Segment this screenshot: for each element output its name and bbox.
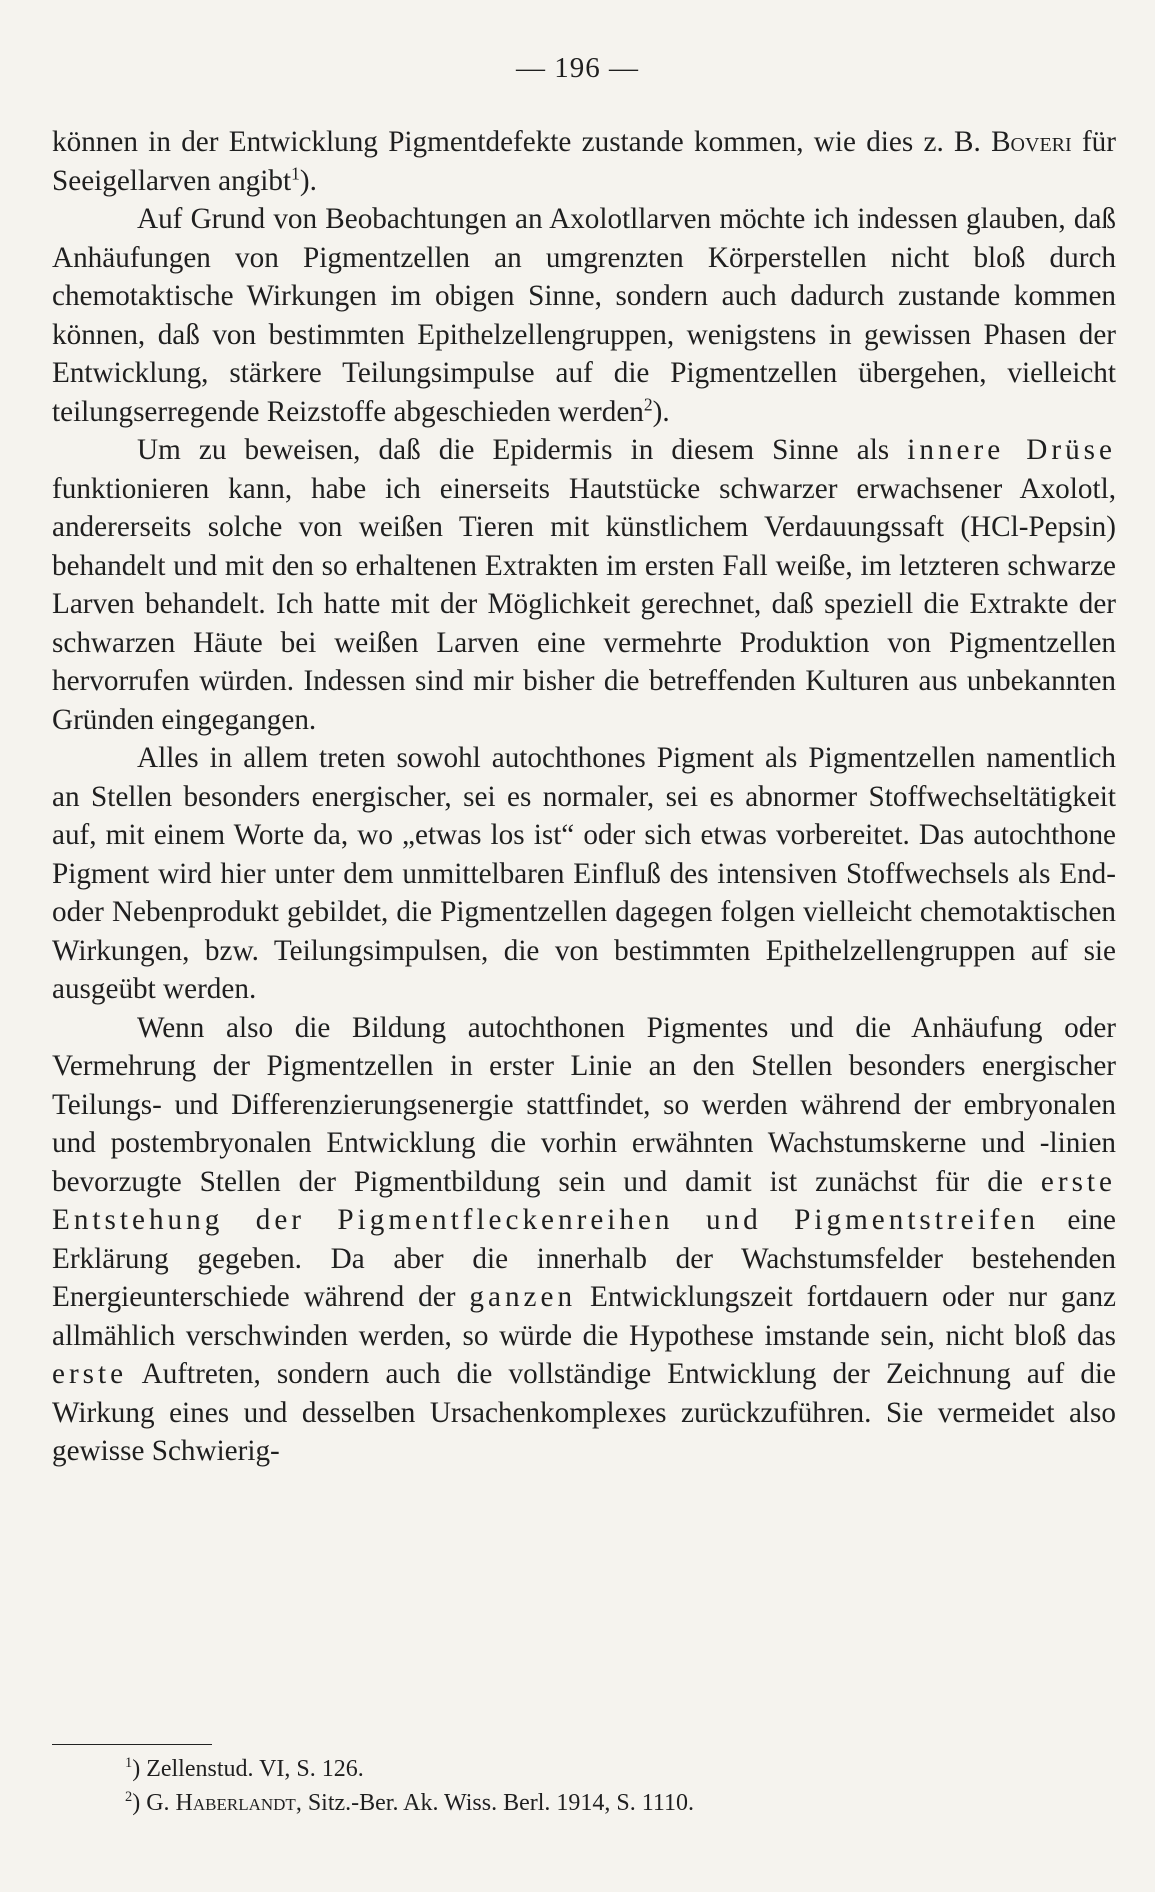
paragraph-1 [52, 123, 1116, 200]
paragraph-3-text: Um zu beweisen, daß die Epidermis in diesem Sinne als [137, 434, 908, 466]
paragraph-3-text-cont: funktionieren kann, habe ich einerseits Hautstücke schwarzer erwachsener Axolotl, andererseits solche von weißen Tieren mit künstlichem Verdauungssaft (HCl-Pepsin) behandelt und mit den so erhaltenen Extrakten im ersten Fall weiße, im letzteren schwarze Larven behandelt. Ich hatte mit der Möglichkeit gerechnet, daß speziell die Extrakte der schwarzen Häute bei weißen Larven eine vermehrte Produktion von Pigmentzellen hervorrufen würden. Indessen sind mir bisher die betreffenden Kulturen aus unbekannten Gründen eingegangen. [52, 472, 1116, 736]
paragraph-2-end: ). [652, 395, 670, 428]
author-name-haberlandt: Haberlandt [175, 1790, 296, 1816]
paragraph-3 [52, 431, 1116, 739]
paragraph-1-text: können in der Entwicklung Pigmentdefekte zustande kommen, wie dies z. B. [52, 126, 992, 158]
footnote-marker-1: 1 [125, 1755, 133, 1771]
emphasis-erste-entstehung: erste Entstehung der Pigmentfleckenreihen und Pigmentstreifen [52, 1165, 1116, 1236]
paragraph-5-text: Wenn also die Bildung autochthonen Pigmentes und die Anhäufung oder Vermehrung der Pigmentzellen in erster Linie an den Stellen besonders energischer Teilungs- und Differenzierungsenergie stattfindet, so werden während der embryonalen und postembryonalen Entwicklung die vorhin erwähnten Wachstumskerne und -linien bevorzugte Stellen der Pigmentbildung sein und damit ist zunächst für die [52, 1011, 1116, 1198]
footnotes [125, 1752, 1025, 1820]
paragraph-5 [52, 1009, 1116, 1471]
footnote-2 [125, 1786, 1025, 1820]
paragraph-4 [52, 739, 1116, 1009]
footnote-1 [125, 1752, 1025, 1786]
paragraph-5-text-4: Auftreten, sondern auch die vollständige Entwicklung der Zeichnung auf die Wirkung eines und desselben Ursachenkomplexes zurückzuführen. Sie vermeidet also gewisse Schwierig- [52, 1358, 1116, 1467]
author-name-boveri: Boveri [991, 126, 1072, 158]
footnote-ref-2: 2 [643, 393, 653, 414]
paragraph-5-text-3: Entwicklungszeit fortdauern oder nur ganz allmählich verschwinden werden, so würde die Hypothese imstande sein, nicht bloß das [52, 1281, 1116, 1352]
paragraph-1-text-cont: für Seeigellarven angibt [52, 126, 1116, 197]
emphasis-innere-druese: innere Drüse [907, 434, 1116, 466]
footnote-2-prefix: ) G. [132, 1790, 176, 1816]
page-number: — 196 — [516, 52, 639, 84]
footnote-2-text: , Sitz.-Ber. Ak. Wiss. Berl. 1914, S. 1110. [295, 1790, 694, 1816]
emphasis-ganzen: ganzen [469, 1281, 577, 1313]
footnote-ref-1: 1 [291, 162, 300, 183]
emphasis-erste: erste [52, 1358, 128, 1390]
paragraph-2 [52, 200, 1116, 431]
paragraph-4-text: Alles in allem treten sowohl autochthones Pigment als Pigmentzellen namentlich an Stellen besonders energischer, sei es normaler, sei es abnormer Stoffwechseltätigkeit auf, mit einem Worte da, wo „etwas los ist“ oder sich etwas vorbereitet. Das autochthone Pigment wird hier unter dem unmittelbaren Einfluß des intensiven Stoffwechsels als End- oder Nebenprodukt gebildet, die Pigmentzellen dagegen folgen vielleicht chemotaktischen Wirkungen, bzw. Teilungsimpulsen, die von bestimmten Epithelzellengruppen auf sie ausgeübt werden. [52, 742, 1116, 1005]
footnote-divider [52, 1744, 212, 1745]
paragraph-5-text-2: eine Erklärung gegeben. Da aber die innerhalb der Wachstumsfelder bestehenden Energieunterschiede während der [52, 1204, 1116, 1313]
body-text [52, 123, 1116, 1471]
paragraph-1-end: ). [299, 164, 317, 197]
footnote-1-text: ) Zellenstud. VI, S. 126. [132, 1756, 364, 1782]
paragraph-2-text: Auf Grund von Beobachtungen an Axolotllarven möchte ich indessen glauben, daß Anhäufungen von Pigmentzellen an umgrenzten Körperstellen nicht bloß durch chemotaktische Wirkungen im obigen Sinne, sondern auch dadurch zustande kommen können, daß von bestimmten Epithelzellengruppen, wenigstens in gewissen Phasen der Entwicklung, stärkere Teilungsimpulse auf die Pigmentzellen übergehen, vielleicht teilungserregende Reizstoffe abgeschieden werden [52, 203, 1116, 428]
footnote-marker-2: 2 [125, 1789, 133, 1805]
